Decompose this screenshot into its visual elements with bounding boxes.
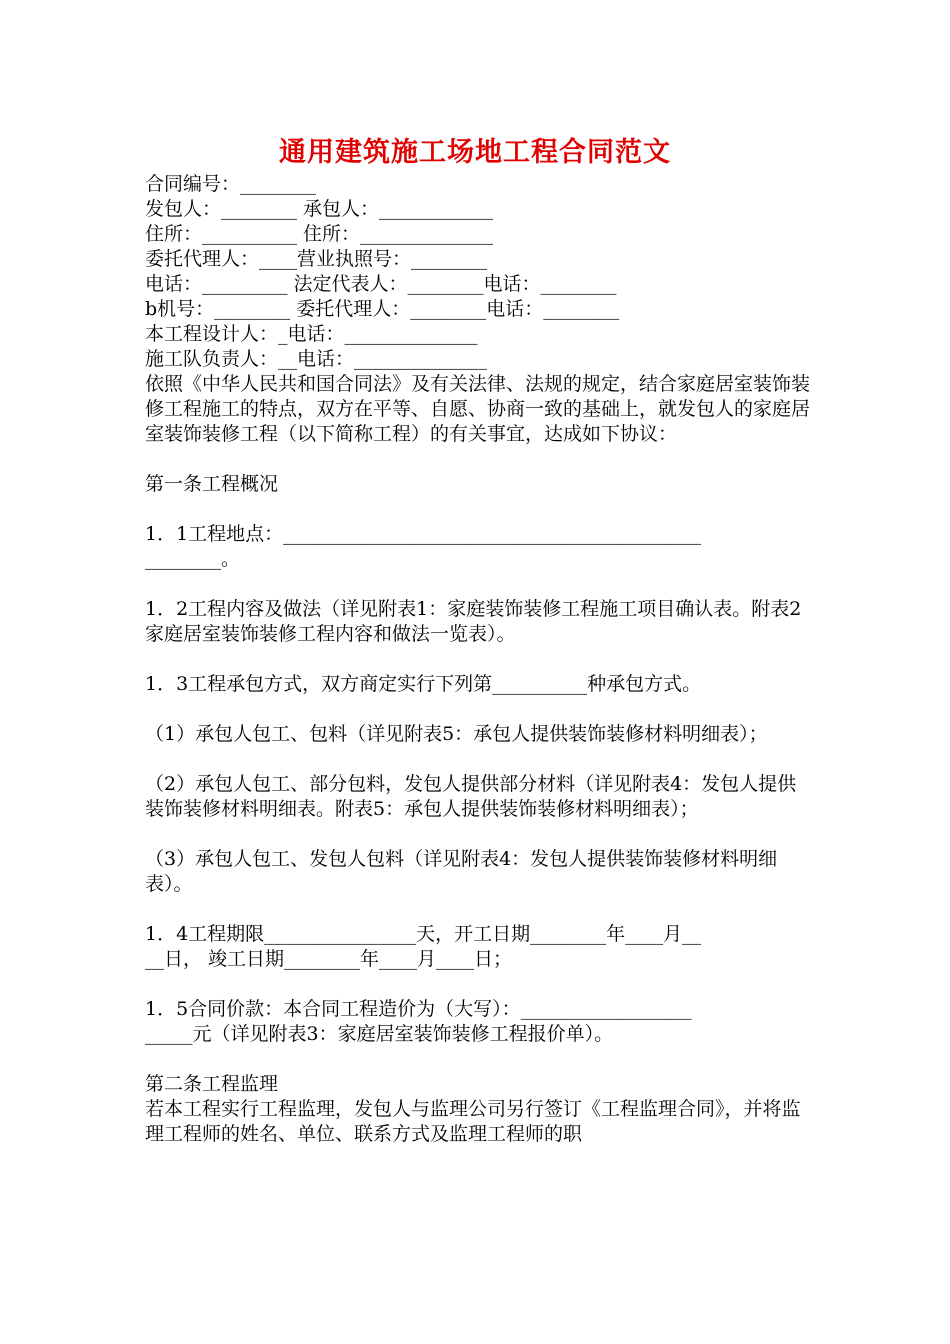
option-2: （2）承包人包工、部分包料，发包人提供部分材料（详见附表4：发包人提供装饰装修材料明细表。附表5：承包人提供装饰装修材料明细表）；	[145, 773, 797, 820]
item-1-5-line-a: 1．5合同价款：本合同工程造价为（大写）：__________________	[145, 998, 692, 1020]
designer-line: 本工程设计人：_电话：______________	[145, 323, 478, 345]
contract-number-line: 合同编号：________	[145, 173, 317, 195]
item-1-4-line-a: 1．4工程期限________________天，开工日期________年____月__	[145, 923, 702, 945]
pager-agent-line: b机号：________ 委托代理人：________电话：________	[145, 298, 620, 320]
party-line: 发包人：________ 承包人：____________	[145, 198, 494, 220]
option-3: （3）承包人包工、发包人包料（详见附表4：发包人提供装饰装修材料明细表）。	[145, 848, 778, 895]
item-1-2: 1．2工程内容及做法（详见附表1：家庭装饰装修工程施工项目确认表。附表2家庭居室装饰装修工程内容和做法一览表）。	[145, 598, 802, 645]
item-1-5-line-b: _____元（详见附表3：家庭居室装饰装修工程报价单）。	[145, 1023, 614, 1045]
intro-paragraph: 依照《中华人民共和国合同法》及有关法律、法规的规定，结合家庭居室装饰装修工程施工的特点，双方在平等、自愿、协商一致的基础上，就发包人的家庭居室装饰装修工程（以下简称工程）的有关事宜，达成如下协议：	[145, 373, 811, 445]
agent-license-line: 委托代理人：____营业执照号：________	[145, 248, 488, 270]
team-leader-line: 施工队负责人：__电话：______________	[145, 348, 488, 370]
address-line: 住所：__________ 住所：______________	[145, 223, 494, 245]
article-1-heading: 第一条工程概况	[145, 473, 279, 495]
phone-representative-line: 电话：_________ 法定代表人：________电话：________	[145, 273, 617, 295]
article-2-text: 若本工程实行工程监理，发包人与监理公司另行签订《工程监理合同》，并将监理工程师的姓名、单位、联系方式及监理工程师的职	[145, 1098, 801, 1145]
option-1: （1）承包人包工、包料（详见附表5：承包人提供装饰装修材料明细表）；	[145, 723, 768, 745]
document-body	[145, 172, 810, 1147]
item-1-1-line-a: 1．1工程地点：____________________________________________	[145, 523, 702, 545]
item-1-3: 1．3工程承包方式，双方商定实行下列第__________种承包方式。	[145, 673, 702, 695]
document-title: 通用建筑施工场地工程合同范文	[279, 137, 671, 168]
item-1-4-line-b: __日， 竣工日期________年____月____日；	[145, 948, 513, 970]
article-2-heading: 第二条工程监理	[145, 1073, 279, 1095]
item-1-1-line-b: ________。	[145, 548, 241, 570]
